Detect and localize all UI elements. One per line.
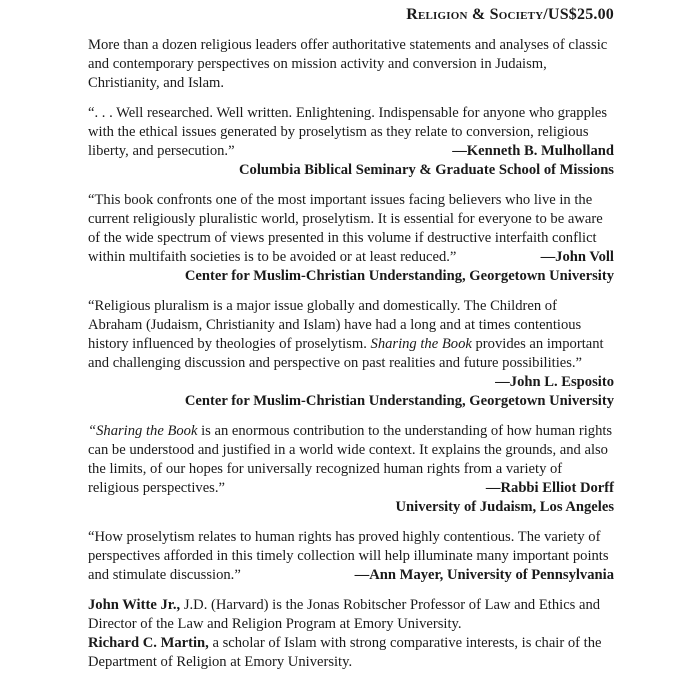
bio-witte: [88, 596, 614, 634]
category-price-header: Religion & Society/US$25.00: [406, 6, 614, 23]
review-author: —John L. Esposito: [495, 374, 614, 390]
review-dorff: [88, 422, 614, 517]
book-description: More than a dozen religious leaders offer authoritative statements and analyses of classic and contemporary perspectives on mission activity and conversion in Judaism, Christianity, and Islam.: [88, 37, 608, 91]
review-affiliation: Columbia Biblical Seminary & Graduate School of Missions: [238, 162, 614, 178]
review-mulholland: [88, 104, 614, 180]
bio-martin: [88, 634, 614, 672]
review-quote-text: “This book confronts one of the most important issues facing believers who live in the current religiously pluralistic world, proselytism. It is essential for everyone to be aware of the wide spectrum of views presented in this volume if destructive interfaith conflict within multifaith societies is to be avoided or at least reduced.”: [88, 192, 603, 265]
review-quote-text: “How proselytism relates to human rights has proved highly contentious. The variety of perspectives afforded in this timely collection will help illuminate many important points and stimulate discussion.”: [88, 529, 609, 583]
review-quote: [88, 297, 614, 390]
review-quote-text: “. . . Well researched. Well written. Enlightening. Indispensable for anyone who grapples with the ethical issues generated by proselytism as they relate to conversion, religious liberty, and persecution.”: [88, 105, 608, 159]
review-quote: [88, 528, 614, 585]
review-quote-text: “Religious pluralism is a major issue globally and domestically. The Children of Abraham (Judaism, Christianity and Islam) have had a long and at times contentious history influenced by theologies of proselytism.: [88, 298, 582, 352]
book-title-italic: Sharing the Book: [370, 336, 472, 352]
review-quote: [88, 191, 614, 267]
editor-bios: [88, 596, 614, 672]
review-quote: [88, 422, 614, 498]
bio-name: Richard C. Martin,: [88, 635, 209, 651]
bio-degree: J.D.: [183, 597, 208, 613]
review-quote-text: provides an important and challenging discussion and perspective on past realities and future possibilities.”: [88, 336, 604, 371]
review-affiliation: Center for Muslim-Christian Understanding, Georgetown University: [184, 393, 614, 409]
review-author: —Kenneth B. Mulholland: [452, 143, 614, 159]
review-author: —Ann Mayer, University of Pennsylvania: [354, 567, 614, 583]
review-author: —Rabbi Elliot Dorff: [485, 480, 614, 496]
review-affiliation: University of Judaism, Los Angeles: [395, 499, 614, 515]
review-mayer: [88, 528, 614, 585]
bio-text: (Harvard) is the Jonas Robitscher Professor of Law and Ethics and Director of the Law and Religion Program at Emory University.: [88, 597, 601, 632]
review-voll: [88, 191, 614, 286]
bio-text: a scholar of Islam with strong comparative interests, is chair of the Department of Religion at Emory University.: [88, 635, 602, 670]
book-title-italic: “Sharing the Book: [88, 423, 198, 439]
review-affiliation: Center for Muslim-Christian Understanding, Georgetown University: [184, 268, 614, 284]
bio-name: John Witte Jr.,: [88, 597, 181, 613]
review-quote: [88, 104, 614, 161]
review-quote-text: is an enormous contribution to the understanding of how human rights can be understood and justified in a world wide context. It explains the grounds, and also the limits, of our hopes for universally recognized human rights from a variety of religious perspectives.”: [88, 423, 613, 496]
review-author: —John Voll: [540, 249, 614, 265]
cover-text: [88, 36, 614, 672]
review-esposito: [88, 297, 614, 411]
